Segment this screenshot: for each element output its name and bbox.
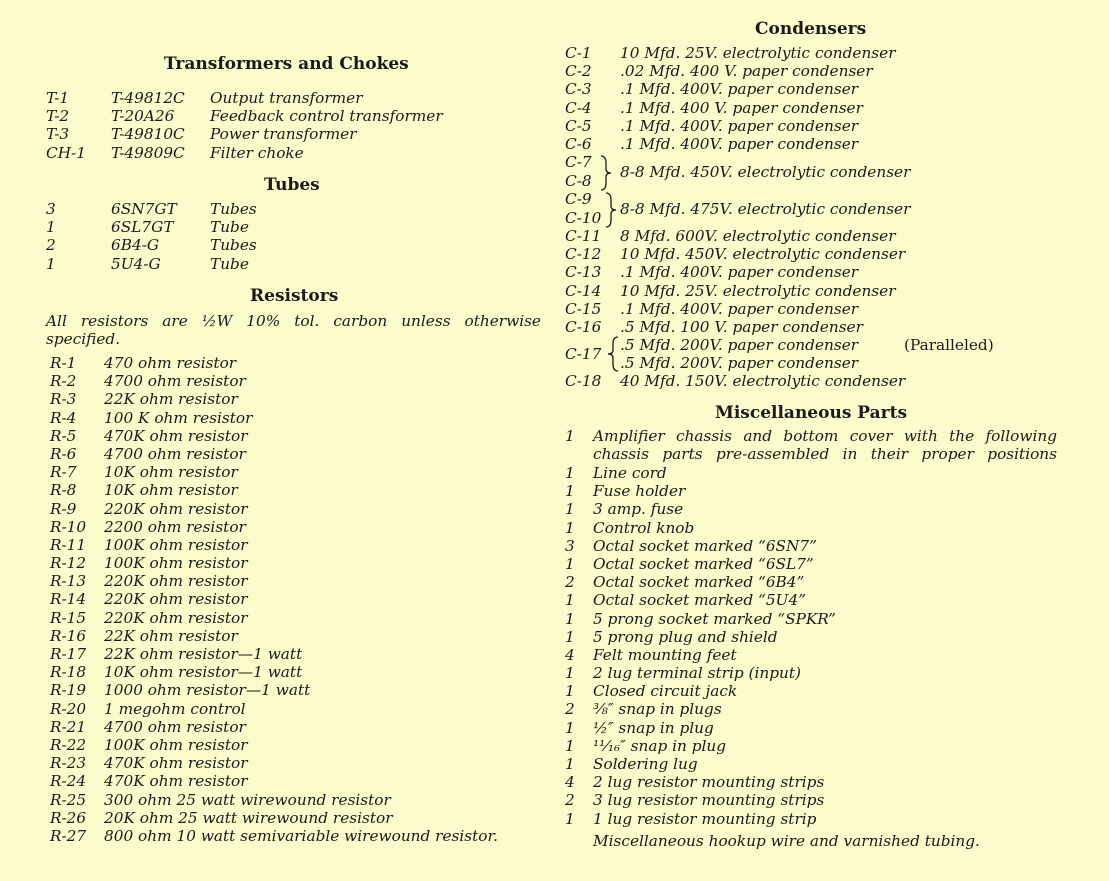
condenser-ref: C-14 [565, 281, 602, 300]
misc-quantity: 1 [565, 554, 575, 573]
misc-quantity: 1 [565, 500, 575, 519]
resistor-ref: R-21 [50, 717, 87, 736]
resistor-description: 300 ohm 25 watt wirewound resistor [104, 790, 391, 809]
tube-description: Tubes [210, 200, 257, 218]
misc-description: Control knob [593, 518, 695, 537]
misc-quantity: 1 [565, 482, 575, 501]
condenser-ref: C-4 [565, 98, 592, 117]
misc-heading: Miscellaneous Parts [715, 403, 908, 423]
brace-c17 [606, 336, 620, 372]
condenser-description: .1 Mfd. 400V. paper condenser [620, 134, 859, 153]
resistor-description: 1 megohm control [104, 699, 246, 718]
resistor-ref: R-10 [50, 517, 87, 536]
condenser-ref: C-12 [565, 245, 602, 264]
resistor-ref: R-6 [50, 444, 77, 463]
resistor-ref: R-2 [50, 372, 77, 391]
quantity: 1 [46, 218, 56, 237]
c9-ref: C-9 [565, 190, 592, 208]
resistor-description: 220K ohm resistor [104, 608, 248, 627]
resistor-description: 22K ohm resistor—1 watt [104, 645, 303, 663]
misc-quantity: 1 [565, 809, 575, 828]
resistor-description: 220K ohm resistor [104, 499, 248, 518]
condenser-description: 8 Mfd. 600V. electrolytic condenser [620, 227, 896, 245]
quantity: 2 [46, 236, 56, 255]
resistor-description: 4700 ohm resistor [104, 372, 246, 391]
resistor-ref: R-4 [50, 408, 77, 427]
condenser-ref: C-16 [565, 317, 602, 336]
c18-ref: C-18 [565, 372, 602, 390]
part-number: T-49812C [111, 89, 185, 107]
part-description: Power transformer [210, 125, 357, 144]
tube-type: 6B4-G [111, 236, 160, 255]
condenser-description: .1 Mfd. 400V. paper condenser [620, 263, 859, 282]
c17-ref: C-17 [565, 345, 602, 363]
condenser-ref: C-5 [565, 116, 592, 135]
quantity: 3 [46, 200, 56, 218]
ref-designator: T-1 [46, 89, 70, 107]
c18-desc: 40 Mfd. 150V. electrolytic condenser [620, 372, 906, 390]
resistor-description: 470K ohm resistor [104, 754, 248, 773]
c7-ref: C-7 [565, 153, 592, 171]
condenser-description: .1 Mfd. 400V. paper condenser [620, 116, 859, 135]
resistor-ref: R-15 [50, 608, 87, 627]
c17-desc-b: .5 Mfd. 200V. paper condenser [620, 354, 859, 372]
resistor-description: 100 K ohm resistor [104, 408, 253, 427]
resistor-ref: R-24 [50, 772, 87, 791]
condenser-ref: C-3 [565, 80, 592, 99]
resistor-description: 20K ohm 25 watt wirewound resistor [104, 808, 393, 827]
misc-description: 5 prong plug and shield [593, 627, 778, 646]
brace-c9-c10 [604, 192, 618, 228]
misc-description: ⅜″ snap in plugs [593, 700, 722, 719]
misc-quantity: 1 [565, 736, 575, 755]
resistor-ref: R-12 [50, 554, 87, 573]
resistor-ref: R-8 [50, 481, 77, 500]
brace-c7-c8 [599, 155, 613, 191]
misc-description: Octal socket marked “6B4” [593, 573, 805, 592]
c17-note: (Paralleled) [904, 336, 994, 354]
resistor-description: 10K ohm resistor [104, 481, 238, 500]
condenser-description: .1 Mfd. 400V. paper condenser [620, 80, 859, 99]
misc-first-qty: 1 [565, 427, 575, 445]
quantity: 1 [46, 254, 56, 273]
misc-description: Soldering lug [593, 755, 698, 773]
misc-quantity: 1 [565, 591, 575, 610]
condensers-heading: Condensers [755, 19, 867, 39]
resistor-ref: R-13 [50, 572, 87, 591]
resistor-description: 4700 ohm resistor [104, 717, 246, 736]
resistor-ref: R-20 [50, 699, 87, 718]
condenser-ref: C-13 [565, 263, 602, 282]
misc-quantity: 1 [565, 609, 575, 628]
resistor-description: 800 ohm 10 watt semivariable wirewound resistor. [104, 826, 498, 845]
misc-quantity: 1 [565, 518, 575, 537]
misc-description: 3 amp. fuse [593, 500, 684, 519]
misc-description: Octal socket marked “5U4” [593, 591, 806, 610]
resistor-ref: R-19 [50, 681, 87, 700]
resistor-description: 100K ohm resistor [104, 735, 248, 754]
resistors-heading: Resistors [250, 286, 339, 306]
tube-type: 5U4-G [111, 254, 161, 273]
misc-description: 5 prong socket marked “SPKR” [593, 609, 836, 628]
condenser-ref: C-2 [565, 62, 592, 81]
resistor-description: 470 ohm resistor [104, 354, 237, 372]
resistor-ref: R-7 [50, 463, 77, 482]
misc-quantity: 1 [565, 664, 575, 683]
condenser-description: 10 Mfd. 25V. electrolytic condenser [620, 281, 896, 300]
resistor-ref: R-1 [50, 354, 77, 372]
resistor-description: 220K ohm resistor [104, 590, 248, 609]
part-number: T-49809C [111, 143, 185, 162]
tube-description: Tubes [210, 236, 257, 255]
resistor-ref: R-27 [50, 826, 87, 845]
c10-ref: C-10 [565, 209, 602, 227]
resistor-description: 470K ohm resistor [104, 426, 248, 445]
c9-c10-desc: 8-8 Mfd. 475V. electrolytic condenser [620, 200, 911, 218]
misc-quantity: 1 [565, 464, 575, 482]
resistor-description: 4700 ohm resistor [104, 444, 246, 463]
resistor-description: 2200 ohm resistor [104, 517, 246, 536]
resistor-ref: R-23 [50, 754, 87, 773]
misc-description: 3 lug resistor mounting strips [593, 791, 825, 810]
resistor-ref: R-5 [50, 426, 77, 445]
condenser-ref: C-11 [565, 227, 602, 245]
resistor-ref: R-16 [50, 626, 87, 645]
misc-quantity: 4 [565, 645, 575, 664]
condenser-description: .1 Mfd. 400V. paper condenser [620, 299, 859, 318]
resistors-note-line2: specified. [46, 330, 121, 348]
resistor-description: 22K ohm resistor [104, 390, 238, 409]
misc-quantity: 4 [565, 773, 575, 792]
misc-description: Line cord [593, 464, 667, 482]
misc-description: 2 lug terminal strip (input) [593, 664, 801, 683]
part-description: Filter choke [210, 143, 304, 162]
transformers-heading: Transformers and Chokes [164, 54, 409, 74]
resistor-ref: R-26 [50, 808, 87, 827]
resistor-ref: R-11 [50, 535, 87, 554]
condenser-description: .5 Mfd. 100 V. paper condenser [620, 317, 863, 336]
resistor-description: 10K ohm resistor [104, 463, 238, 482]
condenser-ref: C-6 [565, 134, 592, 153]
condenser-description: .02 Mfd. 400 V. paper condenser [620, 62, 873, 81]
misc-description: 2 lug resistor mounting strips [593, 773, 825, 792]
resistor-ref: R-3 [50, 390, 77, 409]
c17-desc-a: .5 Mfd. 200V. paper condenser [620, 336, 859, 354]
resistor-ref: R-17 [50, 645, 87, 663]
misc-description: ¹¹⁄₁₆″ snap in plug [593, 736, 727, 755]
tube-type: 6SN7GT [111, 200, 177, 218]
ref-designator: CH-1 [46, 143, 86, 162]
part-description: Output transformer [210, 89, 363, 107]
resistor-description: 1000 ohm resistor—1 watt [104, 681, 311, 700]
tube-description: Tube [210, 218, 249, 237]
resistors-note-line1: All resistors are ½W 10% tol. carbon unless otherwise [46, 312, 541, 330]
condenser-ref: C-15 [565, 299, 602, 318]
ref-designator: T-3 [46, 125, 70, 144]
condenser-description: .1 Mfd. 400 V. paper condenser [620, 98, 863, 117]
misc-quantity: 2 [565, 573, 575, 592]
condenser-ref: C-1 [565, 44, 592, 62]
misc-first-line2: chassis parts pre-assembled in their proper positions [593, 445, 1057, 463]
misc-description: Octal socket marked “6SL7” [593, 554, 814, 573]
resistor-description: 10K ohm resistor—1 watt [104, 663, 303, 682]
resistor-description: 22K ohm resistor [104, 626, 238, 645]
misc-first-line1: Amplifier chassis and bottom cover with the following [593, 427, 1057, 445]
tube-type: 6SL7GT [111, 218, 174, 237]
misc-last: Miscellaneous hookup wire and varnished tubing. [593, 832, 980, 850]
misc-quantity: 3 [565, 536, 575, 555]
condenser-description: 10 Mfd. 25V. electrolytic condenser [620, 44, 896, 62]
tube-description: Tube [210, 254, 249, 273]
misc-quantity: 2 [565, 700, 575, 719]
resistor-ref: R-18 [50, 663, 87, 682]
misc-description: Felt mounting feet [593, 645, 737, 664]
resistor-ref: R-22 [50, 735, 87, 754]
resistor-description: 100K ohm resistor [104, 535, 248, 554]
misc-quantity: 1 [565, 682, 575, 701]
resistor-ref: R-14 [50, 590, 87, 609]
misc-quantity: 1 [565, 627, 575, 646]
c8-ref: C-8 [565, 172, 592, 190]
misc-description: Closed circuit jack [593, 682, 738, 701]
tubes-heading: Tubes [264, 175, 320, 195]
resistors-note [46, 312, 541, 348]
misc-quantity: 2 [565, 791, 575, 810]
ref-designator: T-2 [46, 107, 70, 126]
part-description: Feedback control transformer [210, 107, 443, 126]
misc-description: 1 lug resistor mounting strip [593, 809, 817, 828]
part-number: T-49810C [111, 125, 185, 144]
resistor-description: 220K ohm resistor [104, 572, 248, 591]
misc-quantity: 1 [565, 718, 575, 737]
resistor-ref: R-25 [50, 790, 87, 809]
condenser-description: 10 Mfd. 450V. electrolytic condenser [620, 245, 906, 264]
misc-description: Fuse holder [593, 482, 686, 501]
misc-quantity: 1 [565, 755, 575, 773]
resistor-description: 100K ohm resistor [104, 554, 248, 573]
resistor-ref: R-9 [50, 499, 77, 518]
part-number: T-20A26 [111, 107, 175, 126]
misc-description: Octal socket marked “6SN7” [593, 536, 817, 555]
misc-description: ½″ snap in plug [593, 718, 714, 737]
c7-c8-desc: 8-8 Mfd. 450V. electrolytic condenser [620, 163, 911, 181]
resistor-description: 470K ohm resistor [104, 772, 248, 791]
